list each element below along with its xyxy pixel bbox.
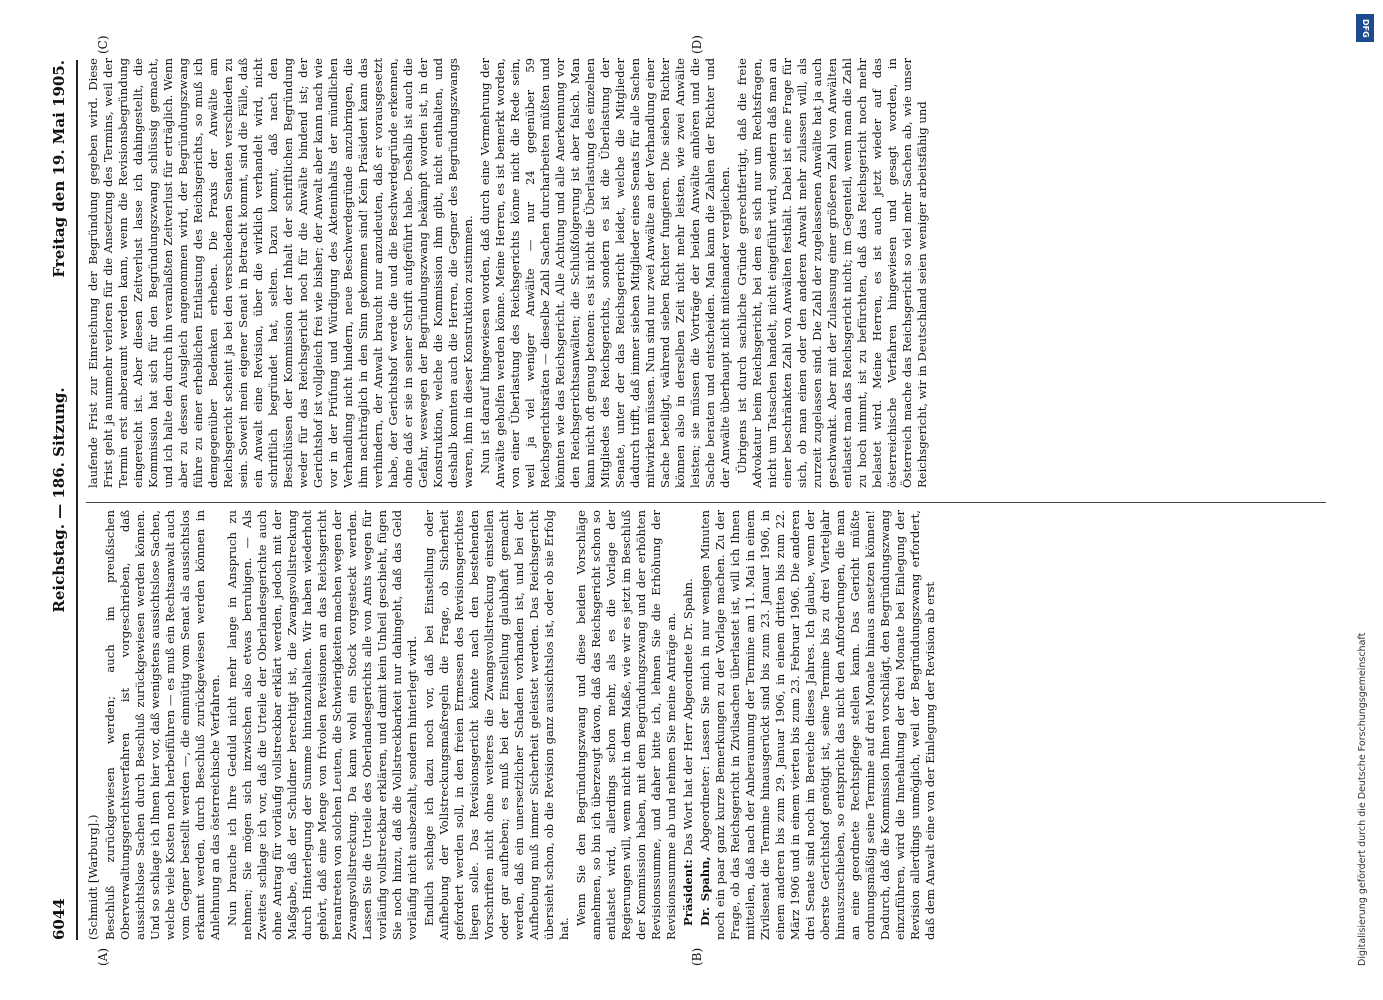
page-header — [50, 60, 74, 940]
paragraph: Nun brauche ich Ihre Geduld nicht mehr lange in Anspruch zu nehmen; Sie mögen sich inzwischen also etwas beruhigen. — Als Zweites schlage ich vor, daß die Urteile der Oberlandesgerichte auch ohne Antrag für vorläufig vollstreckbar erklärt werden, jedoch mit der Maßgabe, daß der Schuldner berechtigt ist, die Zwangsvollstreckung durch Hinterlegung der Summe hintanzuhalten. Wir haben wiederholt gehört, daß eine Menge von frivolen Revisionen an das Reichsgericht herantreten von solchen Leuten, die Schwierigkeiten machen wegen der Zwangsvollstreckung. Da kann wohl ein Stock vorgesteckt werden. Lassen Sie die Urteile des Oberlandesgerichts alle von Amts wegen für vorläufig vollstreckbar erklären, und damit kein Unheil geschieht, fügen Sie noch hinzu, daß die Vollstreckbarkeit nur dahingeht, daß das Geld vorläufig nicht ausbezahlt, sondern hinterlegt wird. — [225, 510, 419, 940]
paragraph: Abgeordneter: Lassen Sie mich in nur wenigen Minuten noch ein paar ganz kurze Bemerkungen zu der Vorlage machen. Zu der Frage, ob das Reichsgericht in Zivilsachen überlastet ist, will ich Ihnen mitteilen, daß nach der Anberaumung der Termine am 11. Mai in einem Zivilsenat die Termine hinausgerückt sind bis zum 23. Januar 1906, in einem anderen bis zum 29. Januar 1906, in einem dritten bis zum 22. März 1906 und in einem vierten bis zum 23. Februar 1906. Die anderen drei Senate sind noch im Bereiche dieses Jahres. Ich glaube, wenn der oberste Gerichtshof genötigt ist, seine Termine bis zu drei Vierteljahr hinauszuschieben, so entspricht das nicht den Anforderungen, die man an eine geordnete Rechtspflege stellen kann. Das Gericht müßte ordnungsmäßig seine Termine auf drei Monate hinaus ansetzen können! Dadurch, daß die Kommission Ihnen vorschlägt, den Begründungszwang einzuführen, wird die Innehaltung der drei Monate bei Einlegung der Revision allerdings unmöglich, weil der Begründungszwang erfordert, daß dem Anwalt eine von der Einlegung der Revision ab erst — [698, 510, 937, 940]
president-remark — [681, 510, 696, 940]
digitization-note: Digitalisierung gefördert durch die Deutsche Forschungsgemeinschaft — [1357, 632, 1368, 966]
session-title: Reichstag. — 186. Sitzung. — [50, 387, 68, 613]
paragraph: Nun ist darauf hingewiesen worden, daß durch eine Vermehrung der Anwälte geholfen werden könne. Meine Herren, es ist bemerkt worden, von einer Überlastung des Reichsgerichts könne nicht die Rede sein, weil ja viel weniger Anwälte — nur 24 gegenüber 59 Reichsgerichtsräten — dieselbe Zahl Sachen durcharbeiten müßten und könnten wie das Reichsgericht. Alle Achtung und alle Anerkennung vor den Reichsgerichtsanwälten; die Schlußfolgerung ist aber falsch. Man kann nicht oft genug betonen: es ist nicht die Überlastung des einzelnen Mitgliedes des Reichsgerichts, sondern es ist die Überlastung der Senate, unter der das Reichsgericht leidet, welche die Mitglieder dadurch trifft, daß immer sieben Mitglieder eines Senats für alle Sachen mitwirken müssen. Nun sind nur zwei Anwälte an der Verhandlung einer Sache beteiligt, während sieben Richter fungieren. Die sieben Richter können also in derselben Zeit nicht mehr leisten, wie zwei Anwälte leisten; sie müssen die Vorträge der beiden Anwälte anhören und die Sache beraten und entscheiden. Man kann die Zahlen der Richter und der Anwälte überhaupt nicht miteinander vergleichen. — [478, 58, 732, 488]
header-rule — [76, 60, 78, 940]
paragraph: Beschluß zurückgewiesen werden; auch im preußischen Oberverwaltungsgerichtsverfahren ist vorgeschrieben, daß aussichtslose Sachen durch Beschluß zurückgewiesen werden können. Und so schlage ich Ihnen hier vor, daß wenigstens aussichtslose Sachen, welche viele Kosten noch herbeiführen — es muß ein Rechtsanwalt auch vom Gegner bestellt werden —, die einmütig vom Senat als aussichtslos erkannt werden, durch Beschluß zurückgewiesen werden können in Anlehnung an das österreichische Verfahren. — [103, 510, 222, 940]
session-date: Freitag den 19. Mai 1905. — [50, 60, 68, 278]
margin-letter-a: (A) — [96, 947, 110, 966]
speech-start — [698, 510, 938, 940]
digitization-stamp — [1353, 6, 1377, 994]
margin-letter-b: (B) — [690, 947, 704, 966]
paragraph: Endlich schlage ich dazu noch vor, daß bei Einstellung oder Aufhebung der Vollstreckungsmaßregeln die Frage, ob Sicherheit gefordert werden soll, in den freien Ermessen des Revisionsgerichtes liegen solle. Das Revisionsgericht könnte nach den bestehenden Vorschriften nicht ohne weiteres die Zwangsvollstreckung einstellen oder gar aufheben; es muß bei der Einstellung glaubhaft gemacht werden, daß ein unersetzlicher Schaden vorhanden ist, und bei der Aufhebung muß immer Sicherheit geleistet werden. Das Reichsgericht übersieht schon, ob die Revision ganz aussichtslos ist, oder ob sie Erfolg hat. — [422, 510, 571, 940]
margin-letter-c: (C) — [96, 35, 110, 54]
president-label: Präsident: — [681, 859, 695, 926]
column-divider — [86, 502, 1326, 503]
president-text: Das Wort hat der Herr Abgeordnete Dr. Spahn. — [681, 578, 695, 856]
right-column — [86, 58, 932, 488]
paragraph: Übrigens ist durch sachliche Gründe gerechtfertigt, daß die freie Advokatur beim Reichsgericht, bei dem es sich nur um Rechtsfragen, nicht um Tatsachen handelt, nicht eingeführt wird, sondern daß man an einer beschränkten Zahl von Anwälten festhält. Dabei ist eine Frage für sich, ob man einen oder den anderen Anwalt mehr zulassen will, als zurzeit zugelassen sind. Die Zahl der zugelassenen Anwälte hat ja auch geschwankt. Aber mit der Zulassung einer größeren Zahl von Anwälten entlastet man das Reichsgericht nicht; im Gegenteil, wenn man die Zahl zu hoch nimmt, ist zu befürchten, daß das Reichsgericht noch mehr belastet wird. Meine Herren, es ist auch jetzt wieder auf das österreichische Verfahren hingewiesen und gesagt worden, in Österreich mache das Reichsgericht so viel mehr Sachen ab, wie unser Reichsgericht, wir in Deutschland seien weniger arbeitsfähig und — [735, 58, 929, 488]
left-column — [86, 510, 940, 940]
speaker-label: (Schmidt [Warburg].) — [86, 814, 100, 940]
paragraph: Wenn Sie den Begründungszwang und diese beiden Vorschläge annehmen, so bin ich überzeugt davon, daß das Reichsgericht schon so entlastet wird, allerdings schon mehr, als es die Vorlage der Regierungen will, wenn nicht in dem Maße, wie wir es jetzt im Beschluß der Kommission haben, mit dem Begründungszwang und der erhöhten Revisionssumme, und daher bitte ich, lehnen Sie die Erhöhung der Revisionssumme ab und nehmen Sie meine Anträge an. — [574, 510, 678, 940]
margin-letter-d: (D) — [690, 35, 704, 54]
speaker-continuation — [86, 510, 101, 940]
speaker-name: Dr. Spahn, — [698, 856, 712, 926]
paragraph: laufende Frist zur Einreichung der Begründung gegeben wird. Diese Frist geht ja nunmehr verloren für die Ansetzung des Termins, weil der Termin erst anberaumt werden kann, wenn die Revisionsbegründung eingereicht ist. Aber diesen Zeitverlust lasse ich dahingestellt, die Kommission hat sich für den Begründungszwang schlüssig gemacht, und ich halte den durch ihn veranlaßten Zeitverlust für erträglich. Wenn aber zu dessen Ausgleich angenommen wird, der Begründungszwang führe zu einer erheblichen Entlastung des Reichsgerichts, so muß ich demgegenüber Bedenken erheben. Die Praxis der Anwälte am Reichsgericht scheint ja bei den verschiedenen Senaten verschieden zu sein. Soweit mein eigener Senat in Betracht kommt, sind die Fälle, daß ein Anwalt eine Revision, über die wirklich verhandelt wird, nicht schriftlich begründet hat, selten. Dazu kommt, daß nach den Beschlüssen der Kommission der Inhalt der schriftlichen Begründung weder für das Reichsgericht noch für die Anwälte bindend ist; der Gerichtshof ist vollgleich frei wie bisher; der Anwalt aber kann nach wie vor in der Prüfung und Würdigung des Akteninhalts der mündlichen Verhandlung nicht hindern, neue Beschwerdegründe anzubringen, die ihm nachträglich in den Sinn gekommen sind! Kein Präsident kann das verhindern, der Anwalt braucht nur anzudeuten, daß er vorausgesetzt habe, der Gerichtshof werde die und die Beschwerdegründe erkennen, ohne daß er sie in seiner Schrift aufgeführt habe. Deshalb ist auch die Gefahr, weswegen der Begründungszwang bekämpft worden ist, in der Konstruktion, welche die Kommission ihm gibt, nicht enthalten, und deshalb konnten auch die Herren, die Gegner des Begründungszwangs waren, ihm in dieser Konstruktion zustimmen. — [86, 58, 475, 488]
page-number: 6044 — [50, 898, 68, 940]
dfg-logo: DFG — [1356, 14, 1374, 42]
